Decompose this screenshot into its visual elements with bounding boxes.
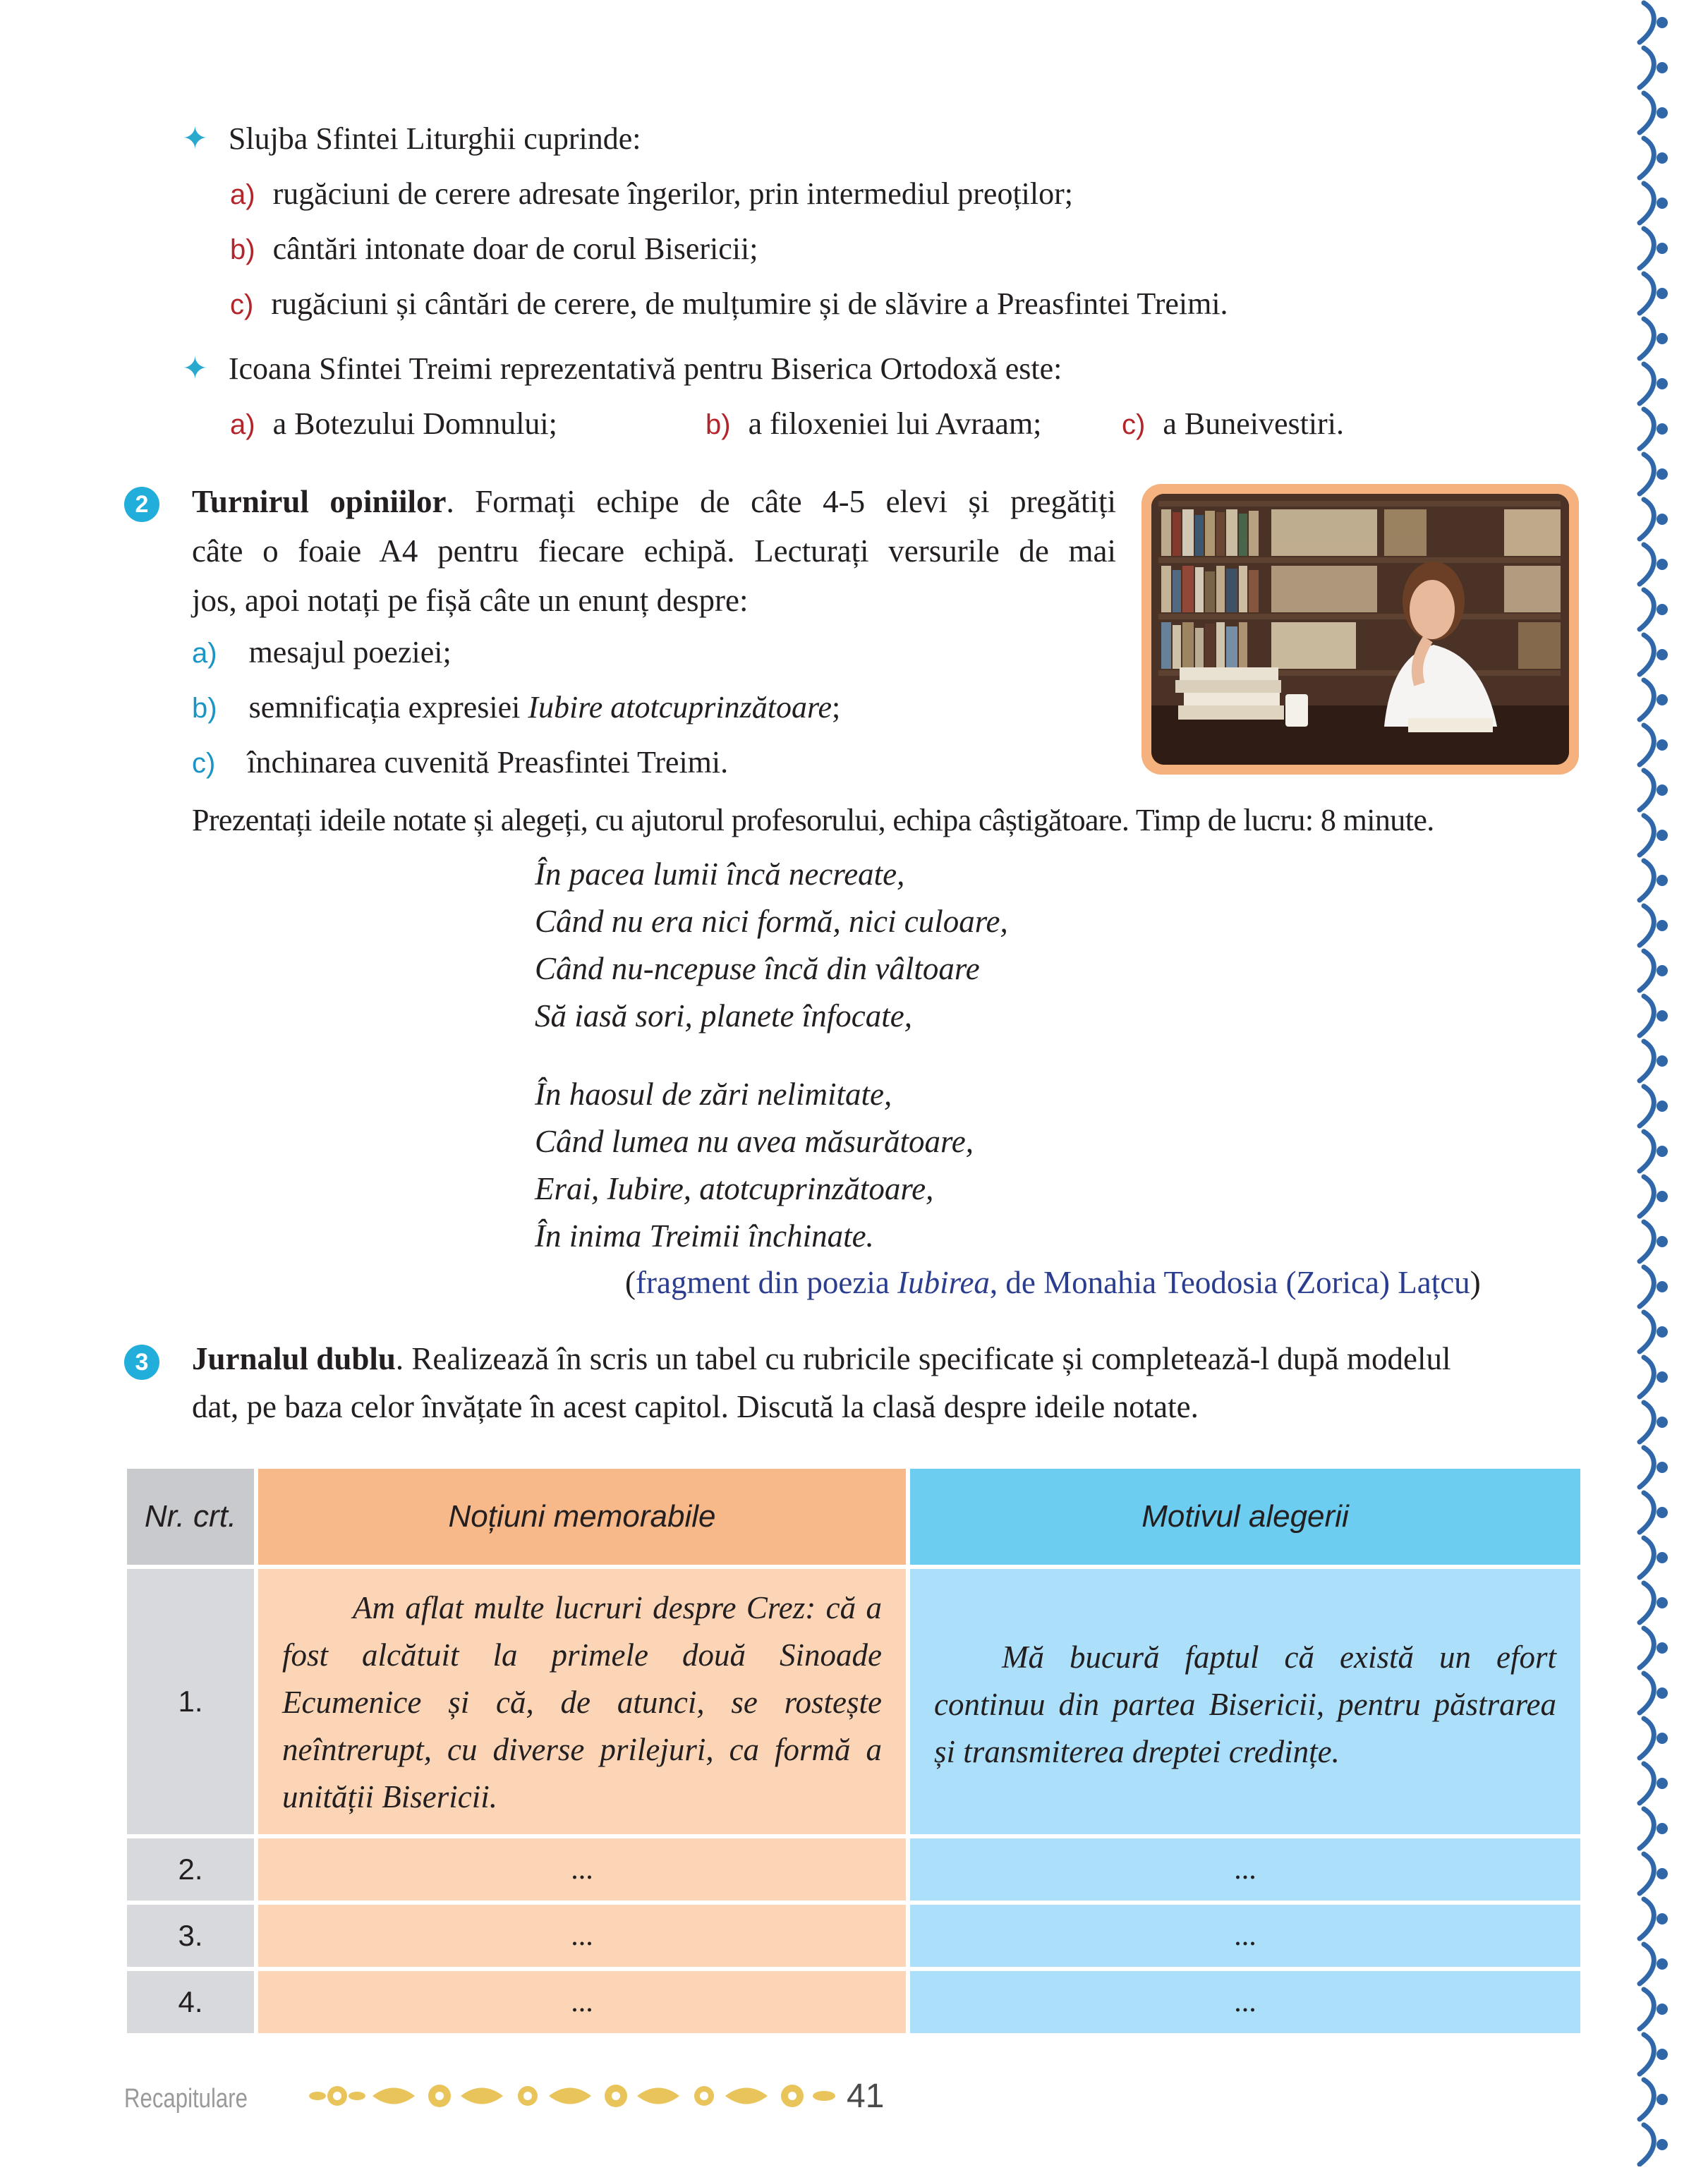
table-row-1-nr: 1. [127, 1569, 254, 1834]
table-row-4-notions: ... [258, 1971, 906, 2033]
page-number: 41 [847, 2078, 885, 2115]
question-2 [182, 341, 1062, 396]
table-row-3-nr: 3. [127, 1905, 254, 1967]
star-bullet-icon: ✦ [182, 121, 208, 156]
question-1-option-c: c) rugăciuni și cântări de cerere, de mulțumire și de slăvire a Preasfintei Treimi. [230, 286, 1228, 321]
exercise-2-item-c: c) închinarea cuvenită Preasfintei Treimi. [192, 745, 729, 780]
poem-stanza-2: În haosul de zări nelimitate, Când lumea nu avea măsurătoare, Erai, Iubire, atotcuprinzătoare, În inima Treimii închinate. [535, 1077, 974, 1254]
table-row-4-reason: ... [910, 1971, 1580, 2033]
question-2-option-c: c) a Buneivestiri. [1122, 406, 1344, 441]
blue-scroll-border [1616, 0, 1679, 2166]
exercise-2-instructions: Turnirul opiniilor. Formați echipe de câte 4-5 elevi și pregătiți câte o foaie A4 pentru fiecare echipă. Lecturați versurile de mai jos, apoi notați pe fișă câte un enunț despre: [192, 484, 1117, 618]
exercise-2-item-b: b) semnificația expresiei Iubire atotcuprinzătoare; [192, 690, 841, 725]
exercise-2-number-badge: 2 [124, 487, 159, 522]
star-bullet-icon: ✦ [182, 351, 208, 386]
question-1-option-a: a) rugăciuni de cerere adresate îngerilor, prin intermediul preoților; [230, 176, 1073, 211]
table-row-3-reason: ... [910, 1905, 1580, 1967]
table-header-notions: Noțiuni memorabile [258, 1469, 906, 1565]
table-row-4-nr: 4. [127, 1971, 254, 2033]
table-row-1-notions: Am aflat multe lucruri despre Crez: că a fost alcătuit la primele două Sinoade Ecumenice și că, de atunci, se rostește neîntrerupt, cu diverse prilejuri, ca formă a unității Bisericii. [258, 1569, 906, 1834]
exercise-2-closing: Prezentați ideile notate și alegeți, cu ajutorul profesorului, echipa câștigătoare. Timp de lucru: 8 minute. [192, 803, 1434, 837]
question-2-prompt: Icoana Sfintei Treimi reprezentativă pentru Biserica Ortodoxă este: [228, 351, 1062, 386]
table-row-2-reason: ... [910, 1838, 1580, 1901]
table-row-2-nr: 2. [127, 1838, 254, 1901]
poem-stanza-1: În pacea lumii încă necreate, Când nu era nici formă, nici culoare, Când nu-ncepuse încă din vâltoare Să iasă sori, planete înfocate, [535, 856, 1008, 1034]
poem-source: (fragment din poezia Iubirea, de Monahia Teodosia (Zorica) Lațcu) [625, 1265, 1481, 1300]
question-1-option-b: b) cântări intonate doar de corul Bisericii; [230, 231, 758, 266]
exercise-2-title: Turnirul opiniilor [192, 484, 447, 519]
table-header-reason: Motivul alegerii [910, 1469, 1580, 1565]
table-header-nr: Nr. crt. [127, 1469, 254, 1565]
table-row-2-notions: ... [258, 1838, 906, 1901]
footer-section-label: Recapitulare [124, 2084, 248, 2114]
journal-table [127, 1469, 1580, 2040]
exercise-3-number-badge: 3 [124, 1345, 159, 1380]
question-1 [182, 111, 641, 166]
table-row-1-reason: Mă bucură faptul că există un efort continuu din partea Bisericii, pentru păstrarea și transmiterea dreptei credințe. [910, 1569, 1580, 1834]
question-1-prompt: Slujba Sfintei Liturghii cuprinde: [228, 121, 641, 156]
question-2-option-a: a) a Botezului Domnului; [230, 406, 557, 441]
table-row-3-notions: ... [258, 1905, 906, 1967]
exercise-2-item-a: a) mesajul poeziei; [192, 635, 452, 669]
question-2-option-b: b) a filoxeniei lui Avraam; [705, 406, 1042, 441]
exercise-3-title: Jurnalul dublu [192, 1341, 396, 1376]
exercise-3-instructions: Jurnalul dublu. Realizează în scris un tabel cu rubricile specificate și completează-l după modelul dat, pe baza celor învățate în acest capitol. Discută la clasă despre ideile notate. [192, 1341, 1451, 1424]
decorative-gold-floral-divider [309, 2073, 845, 2119]
reading-woman-photo [1141, 484, 1579, 775]
